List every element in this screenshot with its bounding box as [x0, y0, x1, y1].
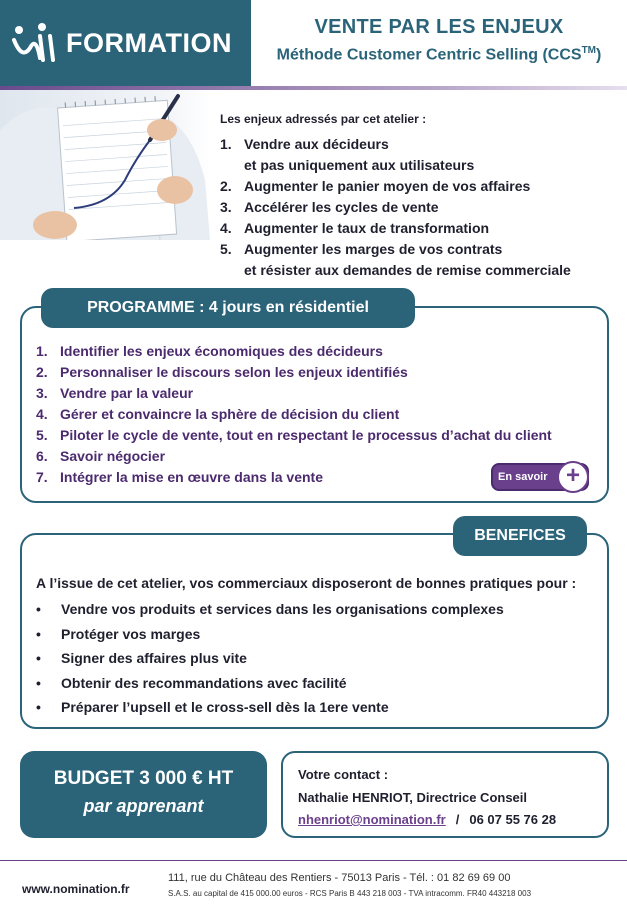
list-item: 7. Intégrer la mise en œuvre dans la vente	[36, 469, 323, 485]
list-item: 1. Identifier les enjeux économiques des décideurs	[36, 343, 383, 359]
header-brand-block	[0, 0, 251, 86]
list-item: • Vendre vos produits et services dans les organisations complexes	[36, 597, 504, 622]
list-item: 2. Augmenter le panier moyen de vos affaires	[220, 178, 531, 194]
bullet-icon: •	[36, 625, 41, 642]
header-title-block	[251, 0, 627, 86]
list-item: 1. Vendre aux décideurs et pas uniquement aux utilisateurs	[220, 136, 475, 173]
list-item: 3. Vendre par la valeur	[36, 385, 194, 401]
footer-legal: S.A.S. au capital de 415 000.00 euros - RCS Paris B 443 218 003 - TVA intracomm. FR40 443218 003	[168, 889, 532, 898]
budget-per: par apprenant	[83, 796, 204, 816]
contact-separator: /	[455, 812, 460, 827]
contact-email-link[interactable]: nhenriot@nomination.fr	[298, 812, 446, 827]
contact-details	[298, 812, 607, 827]
contact-label: Votre contact :	[298, 767, 389, 782]
list-item: 5. Augmenter les marges de vos contrats et résister aux demandes de remise commerciale	[220, 241, 571, 278]
programme-title: PROGRAMME : 4 jours en résidentiel	[41, 288, 415, 328]
budget-box	[20, 751, 267, 838]
list-item: • Protéger vos marges	[36, 622, 504, 647]
bullet-icon: •	[36, 601, 41, 617]
footer-address: 111, rue du Château des Rentiers - 75013 Paris - Tél. : 01 82 69 69 00	[168, 872, 511, 884]
list-item: • Obtenir des recommandations avec facilité	[36, 671, 504, 696]
list-item: 4. Gérer et convaincre la sphère de décision du client	[36, 406, 400, 422]
list-item: 6. Savoir négocier	[36, 448, 166, 464]
hero-illustration	[0, 90, 210, 240]
enjeux-intro: Les enjeux adressés par cet atelier :	[220, 112, 427, 126]
page-title: VENTE PAR LES ENJEUX	[314, 16, 564, 38]
bullet-icon: •	[36, 699, 41, 715]
trademark-sup: TM	[581, 45, 597, 56]
footer-divider	[0, 860, 627, 861]
en-savoir-plus-label: En savoir	[498, 471, 548, 483]
programme-list	[36, 341, 552, 488]
contact-box	[281, 751, 609, 838]
page-subtitle: Méthode Customer Centric Selling (CCS™)	[276, 45, 602, 64]
benefices-list	[36, 597, 504, 720]
list-item: 4. Augmenter le taux de transformation	[220, 220, 490, 236]
list-item: • Signer des affaires plus vite	[36, 646, 504, 671]
footer-website[interactable]: www.nomination.fr	[22, 882, 130, 896]
benefices-title: BENEFICES	[453, 516, 587, 556]
benefices-intro: A l’issue de cet atelier, vos commerciaux disposeront de bonnes pratiques pour :	[36, 575, 577, 591]
list-item: 2. Personnaliser le discours selon les enjeux identifiés	[36, 364, 408, 380]
enjeux-section	[220, 112, 620, 281]
list-item: 5. Piloter le cycle de vente, tout en respectant le processus d’achat du client	[36, 427, 552, 443]
contact-phone: 06 07 55 76 28	[469, 812, 557, 827]
en-savoir-plus-button[interactable]	[491, 463, 589, 491]
enjeux-list	[220, 134, 620, 281]
list-item: 3. Accélérer les cycles de vente	[220, 199, 439, 215]
list-item: • Préparer l’upsell et le cross-sell dès la 1ere vente	[36, 695, 504, 720]
budget-amount: BUDGET 3 000 € HT	[53, 768, 234, 789]
nomination-logo-icon	[10, 18, 60, 68]
bullet-icon: •	[36, 674, 41, 691]
brand-label: FORMATION	[66, 27, 232, 58]
plus-icon: +	[557, 461, 589, 493]
bullet-icon: •	[36, 650, 41, 666]
contact-name: Nathalie HENRIOT, Directrice Conseil	[298, 790, 528, 805]
